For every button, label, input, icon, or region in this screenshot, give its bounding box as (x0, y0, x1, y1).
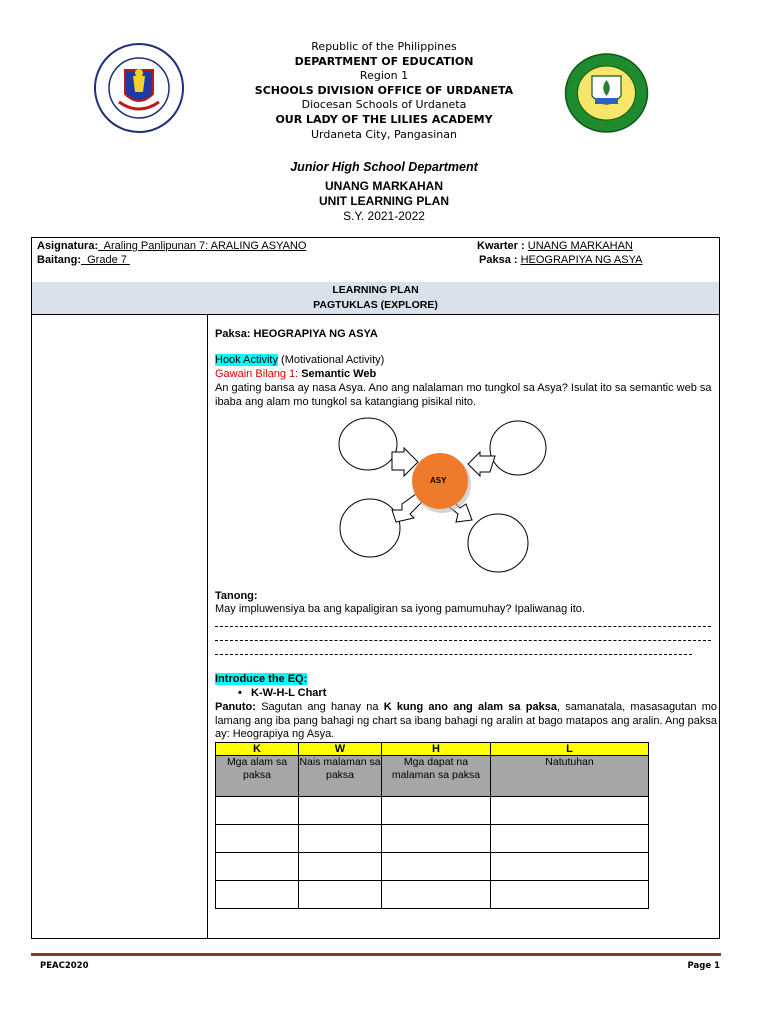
answer-line-1 (215, 626, 711, 627)
column-divider (207, 315, 208, 939)
hook-label: Hook Activity (215, 354, 278, 366)
introduce-eq-line (215, 673, 307, 687)
section-title: LEARNING PLAN (332, 284, 419, 296)
kwarter-value: UNANG MARKAHAN (527, 240, 633, 252)
asignatura-label: Asignatura: (37, 240, 99, 252)
kwhl-answer-row (216, 797, 649, 825)
department-name: Junior High School Department (290, 160, 478, 174)
quarter-title: UNANG MARKAHAN (325, 179, 443, 193)
web-arrow-tr (468, 452, 495, 476)
kwhl-header-row (216, 743, 649, 756)
kwhl-cell[interactable] (382, 825, 491, 853)
kwhl-subheader-row (216, 756, 649, 797)
school-year: S.Y. 2021-2022 (343, 209, 425, 223)
hook-rest: (Motivational Activity) (277, 354, 385, 366)
web-circle-top-right (490, 421, 546, 475)
letterhead (0, 40, 768, 142)
kwhl-cell[interactable] (299, 825, 382, 853)
bullet-dot: • (238, 687, 242, 699)
republic-line: Republic of the Philippines (311, 40, 457, 53)
kwhl-sub-l: Natutuhan (491, 756, 649, 797)
division-line: SCHOOLS DIVISION OFFICE OF URDANETA (254, 83, 514, 97)
kwhl-header-l: L (491, 743, 649, 756)
web-circle-bottom-left (340, 499, 400, 557)
footer-rule (31, 953, 721, 956)
kwhl-table (215, 742, 649, 909)
footer-left: PEAC2020 (40, 961, 89, 971)
panuto-text (215, 701, 717, 742)
asignatura-value: Araling Panlipunan 7: ARALING ASYANO (98, 240, 307, 252)
school-name: OUR LADY OF THE LILIES ACADEMY (275, 112, 493, 126)
subject-info-row (32, 238, 719, 283)
kwhl-cell[interactable] (382, 881, 491, 909)
kwhl-cell[interactable] (216, 825, 299, 853)
paksa-field (479, 254, 642, 266)
kwhl-cell[interactable] (491, 881, 649, 909)
kwhl-cell[interactable] (299, 881, 382, 909)
asignatura-field (37, 240, 306, 252)
panuto-label: Panuto: (215, 701, 256, 713)
hook-activity-line (215, 354, 384, 368)
web-circle-top-left (339, 418, 397, 470)
city-line: Urdaneta City, Pangasinan (311, 127, 457, 141)
kwhl-cell[interactable] (299, 853, 382, 881)
kwhl-cell[interactable] (299, 797, 382, 825)
gawain-title: Semantic Web (301, 368, 377, 380)
kwhl-answer-row (216, 881, 649, 909)
web-center-label: ASY (430, 476, 447, 485)
kwarter-field (477, 240, 633, 252)
baitang-value: Grade 7 (81, 254, 130, 266)
kwhl-answer-row (216, 825, 649, 853)
kwhl-sub-h: Mga dapat na malaman sa paksa (382, 756, 491, 797)
gawain-label: Gawain Bilang 1: (215, 368, 302, 380)
section-subtitle: PAGTUKLAS (EXPLORE) (313, 299, 438, 311)
kwhl-header-w: W (299, 743, 382, 756)
paksa-heading: Paksa: HEOGRAPIYA NG ASYA (215, 328, 378, 340)
deped-line: DEPARTMENT OF EDUCATION (294, 54, 474, 68)
kwhl-answer-row (216, 853, 649, 881)
panuto-part-1: Sagutan ang hanay na (255, 701, 384, 713)
tanong-label: Tanong: (215, 590, 258, 602)
diocesan-line: Diocesan Schools of Urdaneta (301, 98, 467, 112)
instruction-text: An gating bansa ay nasa Asya. Ano ang nalalaman mo tungkol sa Asya? Isulat ito sa semantic web sa ibaba ang alam mo tungkol sa katangiang pisikal nito. (215, 382, 712, 408)
kwhl-cell[interactable] (216, 797, 299, 825)
baitang-field (37, 254, 130, 266)
kwhl-cell[interactable] (216, 853, 299, 881)
kwhl-cell[interactable] (491, 825, 649, 853)
paksa-value: HEOGRAPIYA NG ASYA (520, 254, 643, 266)
web-circle-bottom-right (468, 514, 528, 572)
region-line: Region 1 (359, 69, 409, 83)
kwhl-cell[interactable] (382, 797, 491, 825)
kwhl-cell[interactable] (216, 881, 299, 909)
footer-page-number: Page 1 (687, 961, 720, 971)
gawain-line (215, 368, 376, 382)
panuto-bold: K kung ano ang alam sa paksa (383, 701, 557, 713)
panuto-part-2: , samanatala, masasagutan mo lamang ang iba pang bahagi ng chart sa ibang bahagi ng aralin at bago matapos ang aralin. Ang paksa ay: Heograpiya ng Asya. (215, 701, 717, 740)
introduce-eq-label: Introduce the EQ: (215, 673, 308, 685)
tanong-text: May impluwensiya ba ang kapaligiran sa iyong pamumuhay? Ipaliwanag ito. (215, 603, 585, 615)
baitang-label: Baitang: (37, 254, 81, 266)
kwhl-sub-k: Mga alam sa paksa (216, 756, 299, 797)
kwhl-cell[interactable] (491, 797, 649, 825)
kwhl-cell[interactable] (382, 853, 491, 881)
bullet-text: K-W-H-L Chart (251, 687, 327, 699)
kwhl-cell[interactable] (491, 853, 649, 881)
plan-title: UNIT LEARNING PLAN (319, 194, 449, 208)
kwhl-header-h: H (382, 743, 491, 756)
semantic-web-diagram (330, 410, 570, 582)
answer-line-2 (215, 640, 711, 641)
answer-line-3 (215, 654, 692, 655)
kwarter-label: Kwarter : (477, 240, 525, 252)
paksa-label: Paksa : (479, 254, 518, 266)
kwhl-sub-w: Nais malaman sa paksa (299, 756, 382, 797)
kwhl-header-k: K (216, 743, 299, 756)
section-header (32, 282, 719, 315)
kwhl-bullet (238, 687, 326, 701)
